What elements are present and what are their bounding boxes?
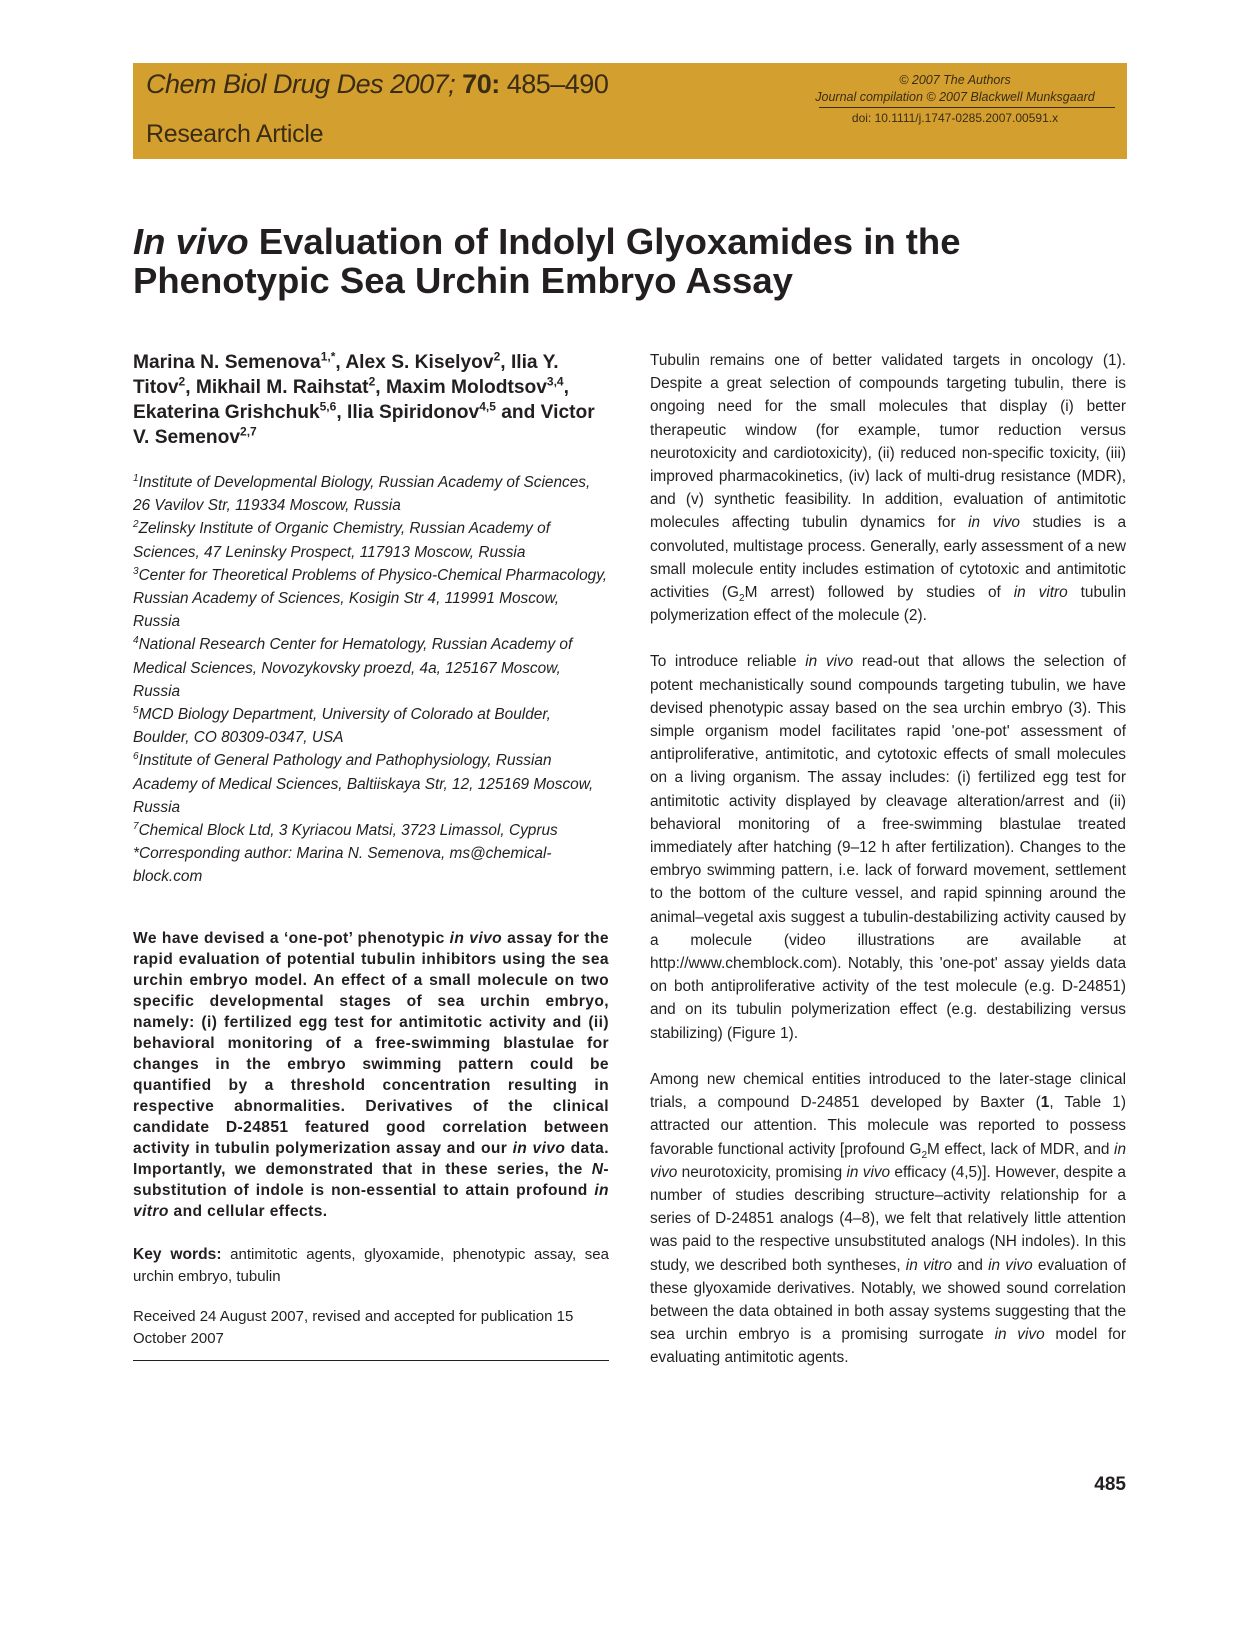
text-run: , Table 1) attracted our attention. This molecule was reported to possess favorable functional activity [profound G	[650, 1094, 1126, 1158]
copyright-block	[795, 72, 1115, 127]
italic-run: in vivo	[805, 653, 854, 671]
text-run: neurotoxicity, promising	[677, 1163, 847, 1181]
compilation-line: Journal compilation © 2007 Blackwell Munksgaard	[815, 90, 1095, 104]
author-separator: ,	[335, 352, 346, 373]
author-name: Mikhail M. Raihstat	[195, 377, 369, 398]
text-run: Among new chemical entities introduced to the later-stage clinical trials, a compound D-24851 developed by Baxter (	[650, 1070, 1126, 1112]
abstract-text: assay for the rapid evaluation of potential tubulin inhibitors using the sea urchin embryo model. An effect of a small molecule on two specific developmental stages of sea urchin embryo, namely: (i) fertilized egg test for antimitotic activity and (ii) behavioral monitoring of a free-swimming blastulae for changes in the embryo swimming pattern could be quantified by a threshold concentration resulting in respective abnormalities. Derivatives of the clinical candidate D-24851 featured good correlation between activity in tubulin polymerization assay and our	[133, 929, 610, 1157]
paragraph	[650, 650, 1126, 1044]
text-run: Tubulin remains one of better validated targets in oncology (1). Despite a great selection of compounds targeting tubulin, there is ongoing need for the small molecules that display (i) better therapeutic window (for example, tumor reduction versus neurotoxicity and cardiotoxicity), (ii) reduced non-specific toxicity, (iii) improved pharmacokinetics, (iv) lack of multi-drug resistance (MDR), and (v) synthetic feasibility. In addition, evaluation of antimitotic molecules affecting tubulin dynamics for	[650, 352, 1126, 532]
keywords-text: antimitotic agents, glyoxamide, phenotypic assay, sea urchin embryo, tubulin	[133, 1245, 609, 1285]
author-separator: ,	[185, 377, 196, 398]
text-run: studies is a convoluted, multistage process. Generally, early assessment of a new small molecule entity includes estimation of cytotoxic and antimitotic activities (G	[650, 514, 1127, 602]
affiliation-text: MCD Biology Department, University of Colorado at Boulder, Boulder, CO 80309-0347, USA	[133, 706, 551, 747]
journal-citation	[146, 69, 608, 100]
author-separator: ,	[336, 402, 347, 423]
affiliation-item	[133, 471, 609, 517]
author-name: Maxim Molodtsov	[385, 377, 547, 398]
author-separator: ,	[563, 377, 569, 398]
italic-run: in vivo	[650, 1140, 1127, 1181]
author-name: Ilia Y. Titov	[133, 352, 559, 398]
author-name: Marina N. Semenova	[133, 352, 321, 373]
affiliation-text: Center for Theoretical Problems of Physico-Chemical Pharmacology, Russian Academy of Sciences, Kosigin Str 4, 119991 Moscow, Russia	[133, 566, 608, 631]
author-affiliation-marker: 3,4	[546, 374, 564, 389]
journal-volume: 70:	[462, 69, 500, 99]
author-separator: and	[495, 402, 541, 423]
corresponding-author	[133, 842, 609, 888]
abstract-italic: N	[591, 1160, 604, 1178]
text-run: model for evaluating antimitotic agents.	[650, 1326, 1126, 1367]
journal-pages: 485–490	[506, 69, 609, 99]
affiliation-marker: *	[133, 845, 139, 863]
affiliation-marker: 7	[133, 820, 139, 832]
author-separator: ,	[500, 352, 511, 373]
subscript: 2	[739, 593, 745, 605]
corresponding-author-text: Corresponding author: Marina N. Semenova, ms@chemical-block.com	[133, 845, 552, 886]
author-affiliation-marker: 1,*	[320, 349, 336, 364]
abstract-italic: in vivo	[512, 1139, 566, 1157]
copyright-divider	[819, 107, 1115, 108]
affiliation-marker: 3	[133, 565, 139, 577]
author-name: Ilia Spiridonov	[346, 402, 480, 423]
abstract-italic: in vivo	[449, 929, 503, 947]
journal-name: Chem Biol Drug Des 2007;	[146, 69, 456, 99]
article-title	[133, 222, 1113, 300]
abstract-text: -substitution of indole is non-essential to attain profound	[133, 1160, 609, 1199]
text-run: tubulin polymerization effect of the molecule (2).	[650, 584, 1127, 625]
page-number: 485	[1094, 1474, 1126, 1495]
italic-run: in vivo	[846, 1163, 891, 1181]
author-name: Alex S. Kiselyov	[345, 352, 494, 373]
title-italic: In vivo	[133, 221, 249, 262]
affiliation-item	[133, 564, 609, 634]
affiliation-text: Institute of General Pathology and Pathophysiology, Russian Academy of Medical Sciences, Baltiiskaya Str, 12, 125169 Moscow, Russia	[133, 752, 594, 816]
affiliation-text: Zelinsky Institute of Organic Chemistry, Russian Academy of Sciences, 47 Leninsky Prospect, 117913 Moscow, Russia	[133, 520, 550, 561]
affiliation-marker: 1	[133, 472, 139, 484]
affiliation-text: Chemical Block Ltd, 3 Kyriacou Matsi, 3723 Limassol, Cyprus	[138, 822, 558, 840]
italic-run: in vitro	[1013, 584, 1068, 602]
body-text	[650, 349, 1126, 1393]
abstract-text: We have devised a ‘one-pot’ phenotypic	[133, 929, 450, 947]
text-run: read-out that allows the selection of potent mechanistically sound compounds targeting tubulin, we have devised phenotypic assay based on the sea urchin embryo (3). This simple organism model facilitates rapid 'one-pot' assessment of antiproliferative, antimitotic, and cytotoxic effects of small molecules on a living organism. The assay includes: (i) fertilized egg test for antimitotic activity displayed by cleavage alteration/arrest and (ii) behavioral monitoring of a free-swimming blastulae treated immediately after hatching (9–12 h after fertilization). Changes to the embryo swimming pattern, i.e. lack of forward movement, settlement to the bottom of the culture vessel, and rapid spinning around the animal–vegetal axis suggest a tubulin-destabilizing activity caused by a molecule (video illustrations are available at http://www.chemblock.com). Notably, this 'one-pot' assay yields data on both antiproliferative activity of the test molecule (e.g. D-24851) and on its tubulin polymerization effect (e.g. destabilizing versus stabilizing) (Figure 1).	[650, 653, 1126, 1042]
affiliation-item	[133, 517, 609, 563]
affiliation-text: National Research Center for Hematology, Russian Academy of Medical Sciences, Novozykovsky proezd, 4a, 125167 Moscow, Russia	[133, 636, 573, 700]
subscript: 2	[921, 1149, 928, 1161]
abstract-text: and cellular effects.	[168, 1202, 328, 1220]
author-affiliation-marker: 2	[493, 349, 501, 364]
author-affiliation-marker: 5,6	[319, 399, 337, 414]
italic-run: in vivo	[968, 514, 1020, 532]
text-run: and	[952, 1256, 989, 1274]
text-run: evaluation of these glyoxamide derivatives. Notably, we showed sound correlation between the data obtained in both assay systems suggesting that the sea urchin embryo is a promising surrogate	[650, 1256, 1127, 1344]
affiliation-marker: 4	[133, 635, 139, 647]
author-list	[133, 350, 609, 450]
author-affiliation-marker: 2	[178, 374, 186, 389]
title-text: Evaluation of Indolyl Glyoxamides in the Phenotypic Sea Urchin Embryo Assay	[133, 221, 961, 301]
column-divider	[133, 1360, 609, 1361]
keywords-label: Key words:	[133, 1245, 222, 1263]
italic-run: in vitro	[905, 1256, 953, 1274]
abstract	[133, 928, 609, 1222]
abstract-text: data. Importantly, we demonstrated that in these series, the	[133, 1139, 609, 1178]
abstract-italic: in vitro	[133, 1181, 609, 1220]
affiliation-item	[133, 703, 609, 749]
copyright-line: © 2007 The Authors	[899, 73, 1011, 87]
author-affiliation-marker: 2,7	[240, 424, 257, 439]
article-type: Research Article	[146, 120, 324, 148]
affiliation-marker: 6	[133, 751, 139, 763]
author-affiliation-marker: 4,5	[479, 399, 496, 414]
paragraph	[650, 349, 1126, 627]
text-run: M effect, lack of MDR, and	[927, 1140, 1115, 1158]
affiliation-item	[133, 819, 609, 842]
affiliation-item	[133, 633, 609, 703]
keywords	[133, 1244, 609, 1288]
text-run: efficacy (4,5)]. However, despite a number of studies describing structure–activity relationship for a series of D-24851 analogs (4–8), we felt that relatively little attention was paid to the respective unsubstituted analogs (NH indoles). In this study, we described both syntheses,	[650, 1163, 1126, 1274]
italic-run: in vivo	[994, 1326, 1045, 1344]
text-run: To introduce reliable	[650, 653, 806, 671]
text-run: M arrest) followed by studies of	[744, 584, 1014, 602]
paragraph	[650, 1068, 1126, 1370]
affiliation-marker: 5	[133, 704, 139, 716]
left-column	[133, 350, 609, 1361]
doi-link[interactable]: doi: 10.1111/j.1747-0285.2007.00591.x	[851, 111, 1059, 125]
affiliation-marker: 2	[133, 519, 139, 531]
author-affiliation-marker: 2	[368, 374, 376, 389]
italic-run: in vivo	[988, 1256, 1033, 1274]
author-name: Ekaterina Grishchuk	[133, 402, 320, 423]
affiliation-text: Institute of Developmental Biology, Russian Academy of Sciences, 26 Vavilov Str, 119334 Moscow, Russia	[133, 474, 591, 515]
received-dates: Received 24 August 2007, revised and accepted for publication 15 October 2007	[133, 1307, 574, 1347]
compound-number: 1	[1040, 1094, 1050, 1112]
journal-header-band	[133, 63, 1127, 159]
author-name: Victor V. Semenov	[133, 402, 595, 448]
affiliation-item	[133, 749, 609, 819]
affiliation-list	[133, 471, 609, 889]
author-separator: ,	[375, 377, 386, 398]
